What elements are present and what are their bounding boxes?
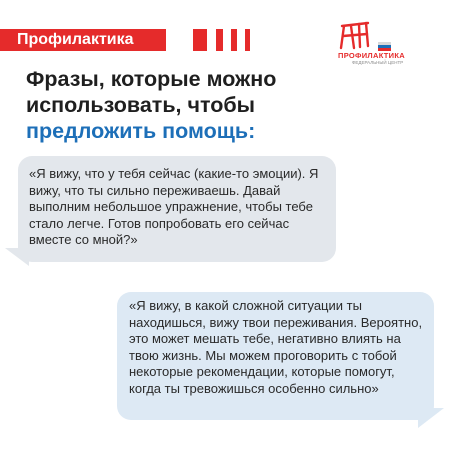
decor-stripe xyxy=(193,29,207,51)
message-bubble: «Я вижу, в какой сложной ситуации ты находишься, вижу твои переживания. Вероятно, это может мешать тебе, негативно влиять на твою жизнь. Мы можем проговорить с тобой некоторые рекомендации, которые помогут, когда ты тревожишься особенно сильно» xyxy=(117,292,434,420)
flag-icon xyxy=(378,42,391,51)
message-bubble: «Я вижу, что у тебя сейчас (какие-то эмоции). Я вижу, что ты сильно переживаешь. Давай выполним небольшое упражнение, чтобы тебе стало легче. Готов попробовать его сейчас вместе со мной?» xyxy=(18,156,336,262)
logo-subtitle: ФЕДЕРАЛЬНЫЙ ЦЕНТР xyxy=(352,60,404,65)
stool-icon xyxy=(338,18,374,50)
title-line-1: Фразы, которые можно xyxy=(26,67,277,91)
decor-stripe xyxy=(216,29,223,51)
title-line-2: использовать, чтобы xyxy=(26,93,256,117)
title-line-accent: предложить помощь: xyxy=(26,119,256,143)
section-label: Профилактика xyxy=(0,29,166,51)
decor-stripe xyxy=(231,29,237,51)
logo-brand-text: ПРОФИЛАКТИКА xyxy=(338,51,405,60)
section-header-bar xyxy=(0,29,300,51)
decor-stripe xyxy=(245,29,250,51)
page-title xyxy=(26,66,426,144)
brand-logo xyxy=(338,18,438,65)
